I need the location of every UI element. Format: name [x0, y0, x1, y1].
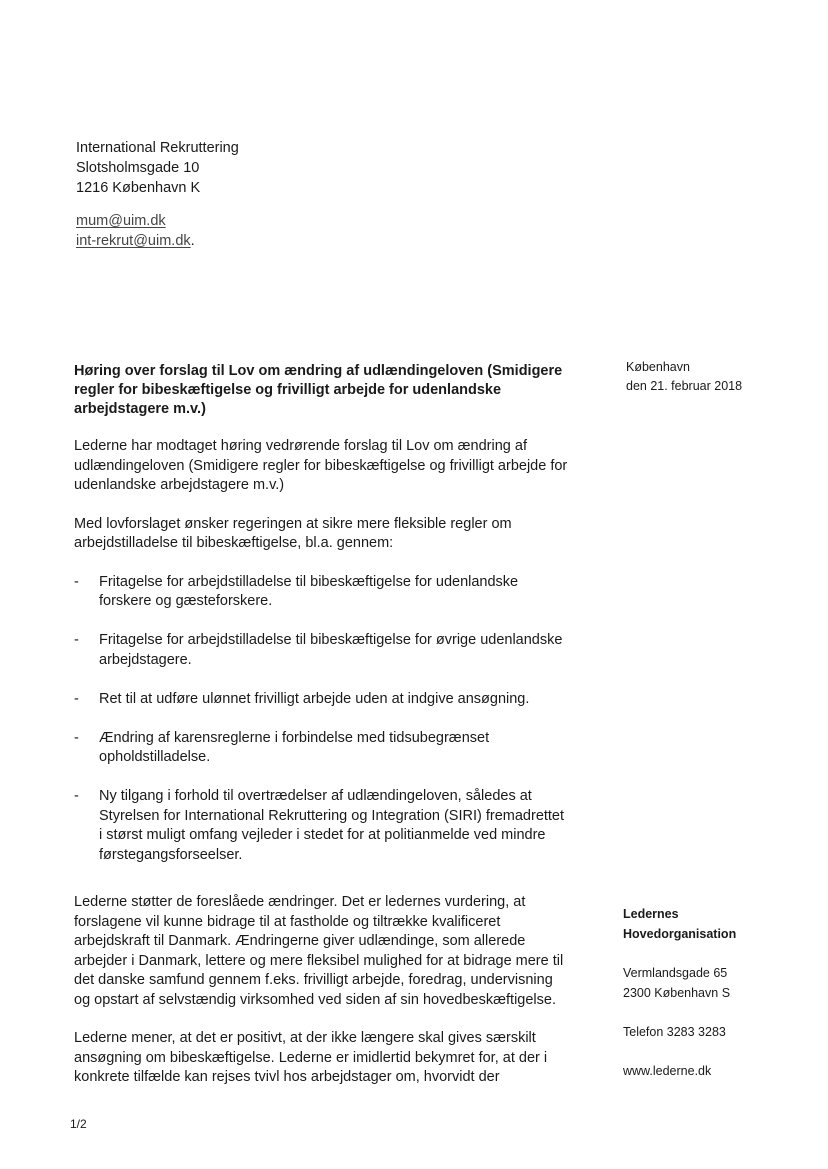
bullet-dash: - — [74, 573, 79, 590]
list-item-text: Fritagelse for arbejdstilladelse til bibeskæftigelse for udenlandske forskere og gæsteforskere. — [99, 573, 519, 609]
list-item — [74, 729, 568, 768]
dateline — [626, 358, 742, 396]
dateline-date: den 21. februar 2018 — [626, 379, 743, 393]
letter-title: Høring over forslag til Lov om ændring af udlændingeloven (Smidigere regler for bibeskæftigelse og frivilligt arbejde for udenlandske arbejdstagere m.v.) — [74, 363, 563, 417]
email-link-mum[interactable]: mum@uim.dk — [76, 213, 166, 229]
list-item — [74, 631, 568, 670]
bullet-dash: - — [74, 632, 79, 648]
bullet-dash: - — [74, 788, 79, 804]
organisation-info — [623, 904, 736, 1081]
list-item-text: Ret til at udføre ulønnet frivilligt arbejde uden at indgive ansøgning. — [99, 690, 530, 707]
list-item-text: Ændring af karensreglerne i forbindelse med tidsubegrænset opholdstilladelse. — [99, 729, 490, 765]
page-number: 1/2 — [70, 1117, 87, 1131]
list-item — [74, 787, 568, 865]
recipient-street: Slotsholmsgade 10 — [76, 160, 200, 176]
bullet-dash: - — [74, 690, 79, 707]
email-link-int-rekrut[interactable]: int-rekrut@uim.dk — [76, 233, 191, 249]
list-item — [74, 690, 568, 710]
list-item-text: Ny tilgang i forhold til overtrædelser af udlændingeloven, således at Styrelsen for International Rekruttering og Integration (SIRI) fremadrettet i størst muligt omfang vejleder i stedet for at politianmelde ved mindre førstegangsforseelser. — [99, 788, 565, 863]
org-city: 2300 København S — [623, 986, 731, 1000]
bullet-dash: - — [74, 729, 79, 746]
org-name-line1: Ledernes — [623, 907, 679, 921]
email-trailing-period: . — [190, 233, 195, 249]
paragraph-purpose: Med lovforslaget ønsker regeringen at sikre mere fleksible regler om arbejdstilladelse til bibeskæftigelse, bl.a. gennem: — [74, 515, 512, 551]
org-website-link[interactable]: www.lederne.dk — [623, 1064, 712, 1078]
dateline-city: København — [626, 360, 690, 374]
recipient-city: 1216 København K — [76, 180, 201, 196]
list-item — [74, 573, 568, 612]
recipient-address — [76, 138, 239, 198]
paragraph-support: Lederne støtter de foreslåede ændringer. Det er ledernes vurdering, at forslagene vil kunne bidrage til at fastholde og tiltrække kvalificeret arbejdskraft til Danmark. Ændringerne giver udlændinge, som allerede arbejder i Danmark, lettere og mere fleksibel mulighed for at bidrage mere til det danske samfund gennem f.eks. frivilligt arbejde, foredrag, undervisning og opstart af selvstændig virksomhed ved siden af sin hovedbeskæftigelse. — [74, 894, 564, 1008]
org-name-line2: Hovedorganisation — [623, 927, 737, 941]
org-street: Vermlandsgade 65 — [623, 966, 728, 980]
bullet-list — [74, 573, 568, 866]
org-phone: Telefon 3283 3283 — [623, 1025, 726, 1039]
list-item-text: Fritagelse for arbejdstilladelse til bibeskæftigelse for øvrige udenlandske arbejdstagere. — [99, 632, 563, 668]
recipient-emails — [76, 211, 195, 251]
letter-body — [74, 362, 568, 1107]
paragraph-concern: Lederne mener, at det er positivt, at der ikke længere skal gives særskilt ansøgning om bibeskæftigelse. Lederne er imidlertid bekymret for, at der i konkrete tilfælde kan rejses tvivl hos arbejdstager om, hvorvidt der — [74, 1030, 548, 1085]
recipient-name: International Rekruttering — [76, 140, 239, 156]
paragraph-intro: Lederne har modtaget høring vedrørende forslag til Lov om ændring af udlændingeloven (Smidigere regler for bibeskæftigelse og frivilligt arbejde for udenlandske arbejdstagere m.v.) — [74, 438, 568, 493]
